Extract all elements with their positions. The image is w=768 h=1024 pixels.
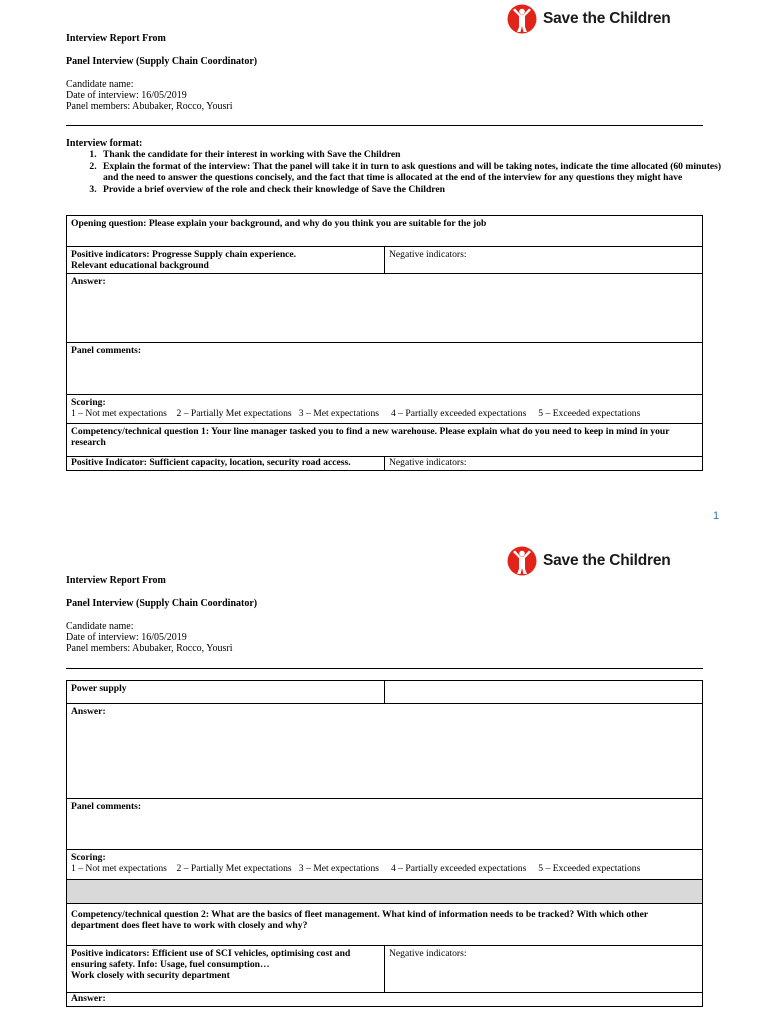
scoring-label: Scoring: xyxy=(71,397,106,408)
power-supply: Power supply xyxy=(67,681,385,704)
save-the-children-logo-icon xyxy=(505,546,539,576)
report-title: Interview Report From xyxy=(66,33,166,44)
scoring-label: Scoring: xyxy=(71,852,106,863)
list-item: 1. Thank the candidate for their interest in working with Save the Children xyxy=(99,149,729,161)
positive-indicator-line: Positive indicators: Progresse Supply chain experience. xyxy=(71,249,297,260)
negative-indicators: Negative indicators: xyxy=(385,457,703,471)
brand-logo xyxy=(505,546,671,576)
opening-question: Opening question: Please explain your background, and why do you think you are suitable for the job xyxy=(67,216,703,247)
panel-comments-field[interactable]: Panel comments: xyxy=(67,343,703,395)
interview-table-2 xyxy=(66,680,703,1007)
negative-indicators: Negative indicators: xyxy=(385,946,703,993)
positive-indicators xyxy=(67,946,385,993)
panel-title: Panel Interview (Supply Chain Coordinator) xyxy=(66,598,258,609)
brand-name: Save the Children xyxy=(543,552,671,569)
scoring-scale: 1 – Not met expectations 2 – Partially Met expectations 3 – Met expectations 4 – Partially exceeded expectations 5 – Exceeded expectations xyxy=(71,863,641,874)
brand-logo xyxy=(505,4,671,34)
save-the-children-logo-icon xyxy=(505,4,539,34)
scoring-row xyxy=(67,395,703,424)
positive-indicator-2: Positive Indicator: Sufficient capacity, location, security road access. xyxy=(67,457,385,471)
answer-field[interactable]: Answer: xyxy=(67,704,703,799)
candidate-name: Candidate name: xyxy=(66,79,134,90)
interview-table-1 xyxy=(66,215,703,471)
interview-date: Date of interview: 16/05/2019 xyxy=(66,90,187,101)
competency-question-2: Competency/technical question 2: What are the basics of fleet management. What kind of information needs to be tracked? With which other department does fleet have to work with closely and why? xyxy=(67,904,703,946)
positive-indicators xyxy=(67,247,385,274)
list-item: 2. Explain the format of the interview: That the panel will take it in turn to ask questions and will be taking notes, indicate the time allocated (60 minutes) and the need to answer the questions concisely, and the fact that time is allocated at the end of the interview for any questions they might have xyxy=(99,161,729,184)
scoring-row xyxy=(67,850,703,880)
interview-format-label: Interview format: xyxy=(66,138,143,149)
empty-cell xyxy=(385,681,703,704)
scoring-scale: 1 – Not met expectations 2 – Partially Met expectations 3 – Met expectations 4 – Partially exceeded expectations 5 – Exceeded expectations xyxy=(71,408,641,419)
interview-date: Date of interview: 16/05/2019 xyxy=(66,632,187,643)
divider xyxy=(66,668,703,669)
positive-indicator-line: Relevant educational background xyxy=(71,260,209,271)
brand-name: Save the Children xyxy=(543,10,671,27)
page-number: 1 xyxy=(713,510,720,522)
competency-question-1: Competency/technical question 1: Your line manager tasked you to find a new warehouse. Please explain what do you need to keep in mind in your research xyxy=(67,424,703,457)
negative-indicators: Negative indicators: xyxy=(385,247,703,274)
panel-members: Panel members: Abubaker, Rocco, Yousri xyxy=(66,101,233,112)
panel-members: Panel members: Abubaker, Rocco, Yousri xyxy=(66,643,233,654)
positive-indicator-line: Work closely with security department xyxy=(71,970,230,981)
panel-comments-field[interactable]: Panel comments: xyxy=(67,799,703,850)
panel-title: Panel Interview (Supply Chain Coordinator) xyxy=(66,56,258,67)
list-item: 3. Provide a brief overview of the role and check their knowledge of Save the Children xyxy=(99,184,729,196)
answer-field[interactable]: Answer: xyxy=(67,274,703,343)
positive-indicator-line: Positive indicators: Efficient use of SCI vehicles, optimising cost and ensuring safety. Info: Usage, fuel consumption… xyxy=(71,948,351,970)
report-title: Interview Report From xyxy=(66,575,166,586)
candidate-name: Candidate name: xyxy=(66,621,134,632)
answer-field[interactable]: Answer: xyxy=(67,993,703,1007)
shaded-separator-row xyxy=(67,880,703,904)
interview-format-list xyxy=(66,149,729,195)
divider xyxy=(66,125,703,126)
